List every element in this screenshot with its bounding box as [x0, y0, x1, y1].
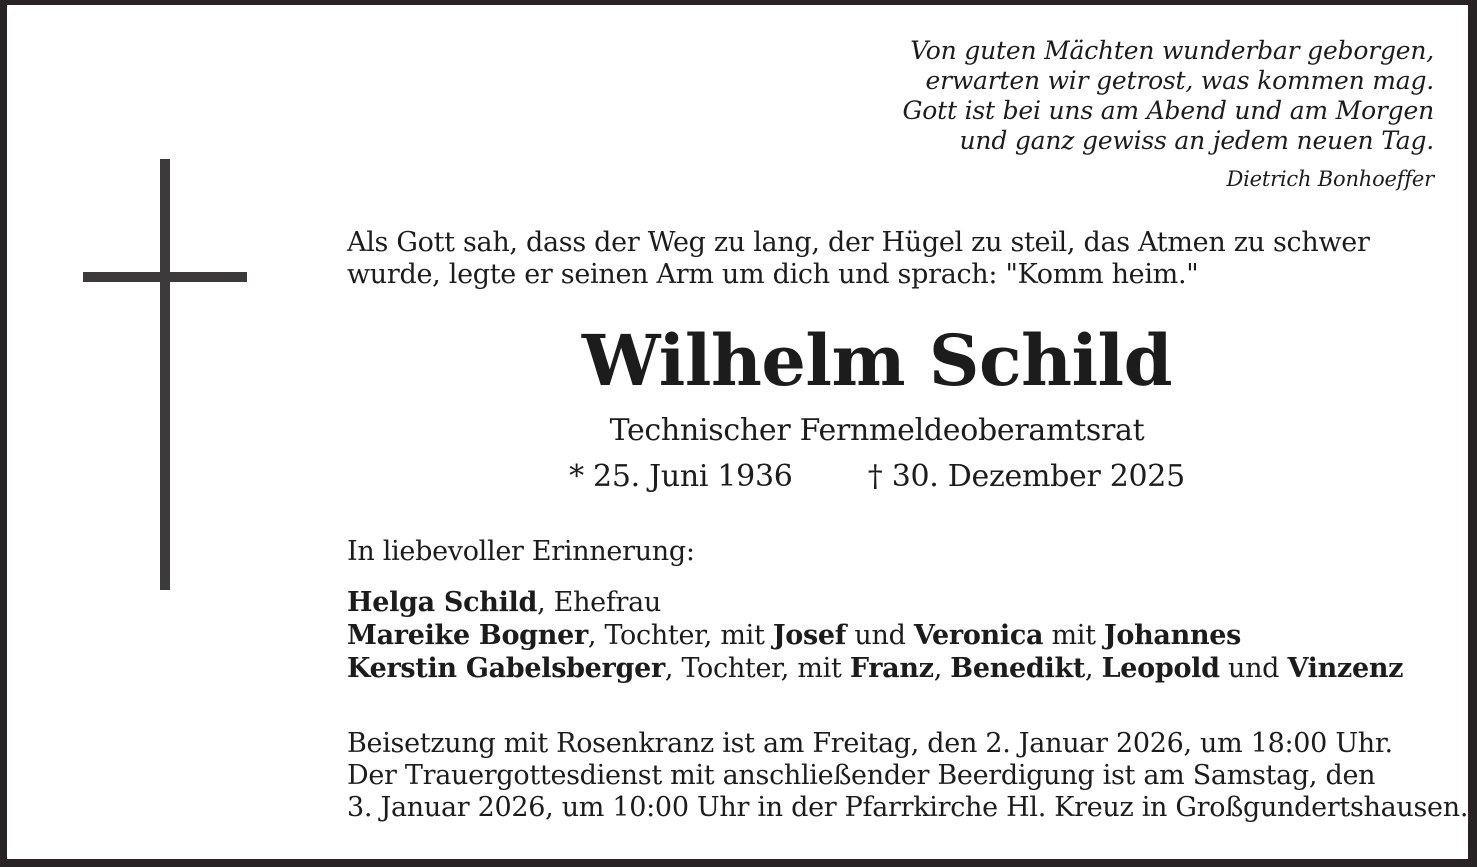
cross-vertical-bar: [160, 159, 170, 590]
quote-line: erwarten wir getrost, was kommen mag.: [925, 66, 1434, 95]
deceased-name: Wilhelm Schild: [581, 319, 1173, 402]
opening-line: Als Gott sah, dass der Weg zu lang, der Hügel zu steil, das Atmen zu schwer: [347, 227, 1370, 258]
birth-date: * 25. Juni 1936: [569, 459, 793, 494]
family-list: [347, 586, 1403, 685]
funeral-line: Der Trauergottesdienst mit anschließender Beerdigung ist am Samstag, den: [347, 760, 1376, 791]
opening-text: [347, 227, 1370, 291]
cross-horizontal-bar: [83, 272, 247, 282]
funeral-line: 3. Januar 2026, um 10:00 Uhr in der Pfarrkirche Hl. Kreuz in Großgundertshausen.: [347, 792, 1469, 823]
quote-attribution: Dietrich Bonhoeffer: [1226, 167, 1434, 191]
family-line: Helga Schild, Ehefrau: [347, 587, 662, 618]
family-line: Kerstin Gabelsberger, Tochter, mit Franz, Benedikt, Leopold und Vinzenz: [347, 653, 1404, 684]
quote-line: Gott ist bei uns am Abend und am Morgen: [902, 96, 1434, 125]
deceased-title: Technischer Fernmeldeoberamtsrat: [609, 413, 1145, 448]
life-dates: [347, 457, 1407, 497]
opening-line: wurde, legte er seinen Arm um dich und sprach: "Komm heim.": [347, 259, 1199, 290]
death-date: † 30. Dezember 2025: [867, 459, 1185, 494]
funeral-info: [347, 728, 1468, 824]
funeral-line: Beisetzung mit Rosenkranz ist am Freitag, den 2. Januar 2026, um 18:00 Uhr.: [347, 728, 1393, 759]
family-line: Mareike Bogner, Tochter, mit Josef und Veronica mit Johannes: [347, 620, 1242, 651]
quote-block: [903, 36, 1434, 191]
memorial-intro: In liebevoller Erinnerung:: [347, 536, 695, 567]
quote-line: und ganz gewiss an jedem neuen Tag.: [959, 126, 1434, 155]
quote-line: Von guten Mächten wunderbar geborgen,: [910, 36, 1434, 65]
